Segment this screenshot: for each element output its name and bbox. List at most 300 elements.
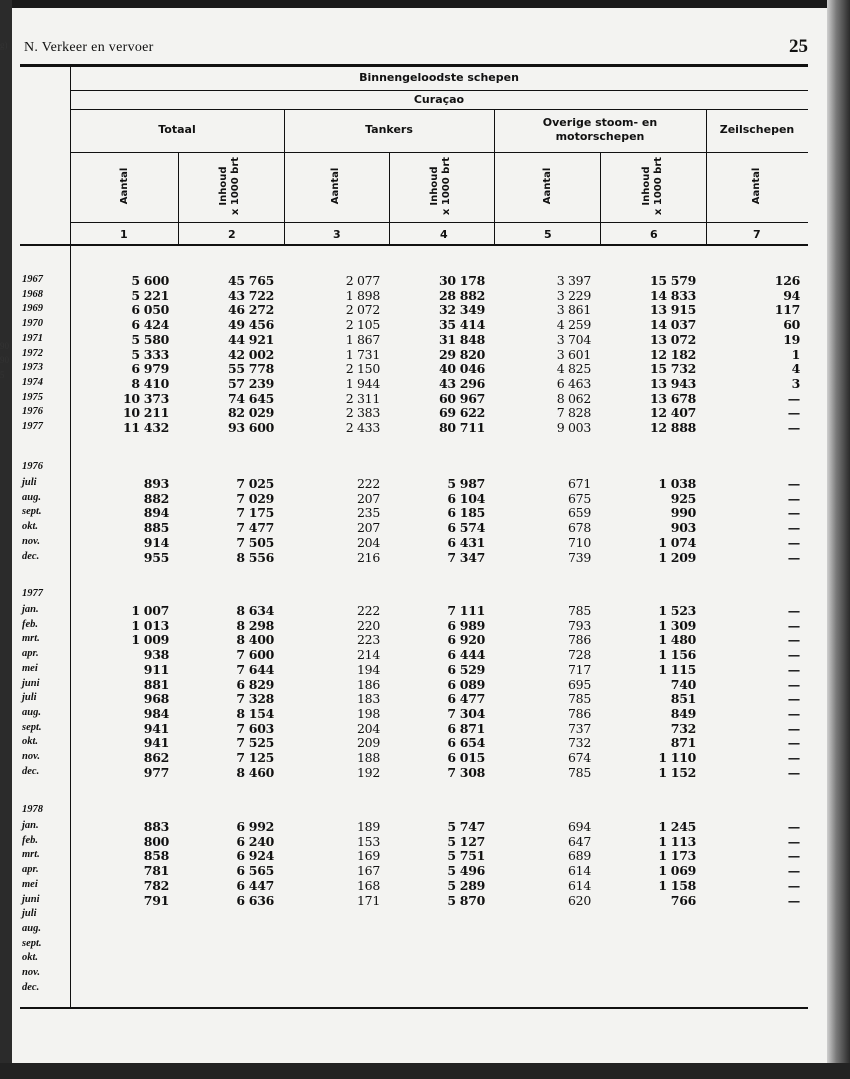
table-cell: 126 (774, 273, 800, 288)
table-cell: 167 (357, 863, 380, 879)
table-cell: 5 987 (447, 476, 485, 491)
table-cell: 4 825 (556, 361, 591, 377)
table-cell: 3 861 (556, 302, 591, 318)
table-cell: 851 (670, 691, 696, 707)
row-label: juli (22, 477, 37, 488)
table-cell: 222 (357, 476, 380, 491)
subhead-aantal: Aantal (751, 167, 762, 205)
table-cell: 8 154 (236, 705, 274, 721)
table-cell: — (787, 676, 800, 692)
table-cell: 5 496 (447, 863, 485, 879)
table-cell: 7 603 (236, 720, 274, 736)
table-cell: 6 424 (131, 317, 169, 333)
table-cell: 169 (357, 848, 380, 864)
table-cell: 6 654 (447, 735, 485, 751)
table-cell: 955 (143, 549, 169, 565)
table-cell: 893 (143, 476, 169, 491)
table-cell: 3 397 (556, 273, 591, 288)
table-cell: 6 050 (131, 302, 169, 318)
table-cell: 171 (357, 892, 380, 908)
table-cell: 13 072 (649, 331, 696, 347)
table-cell: 1 158 (658, 877, 696, 893)
table-cell: 2 311 (345, 390, 380, 406)
table-cell: 6 871 (447, 720, 485, 736)
table-cell: — (787, 505, 800, 521)
subhead-inhoud: Inhoud x 1000 brt (641, 156, 664, 216)
table-cell: 2 383 (345, 405, 380, 421)
table-cell: 43 722 (227, 287, 274, 303)
table-cell: — (787, 617, 800, 633)
table-cell: 6 477 (447, 691, 485, 707)
row-label: apr. (22, 864, 39, 876)
table-cell: 1 173 (658, 848, 696, 864)
table-cell: 793 (568, 617, 591, 633)
table-cell: — (787, 490, 800, 506)
table-cell: — (787, 705, 800, 721)
row-label: 1968 (22, 288, 43, 300)
table-cell: 5 751 (447, 848, 485, 864)
table-cell: 1 069 (658, 863, 696, 879)
group-zeilschepen: Zeilschepen (719, 123, 795, 136)
table-cell: 31 848 (438, 331, 485, 347)
table-cell: 1 156 (658, 647, 696, 663)
table-cell: 728 (568, 647, 591, 663)
table-cell: — (787, 819, 800, 834)
row-label: dec. (22, 765, 40, 777)
row-label: feb. (22, 618, 39, 630)
table-cell: 12 407 (649, 405, 696, 421)
table-cell: 168 (357, 877, 380, 893)
table-cell: 223 (357, 632, 380, 648)
table-cell: 6 636 (236, 892, 274, 908)
table-cell: 785 (568, 691, 591, 707)
table-cell: 49 456 (227, 317, 274, 333)
page-number: 25 (789, 36, 808, 57)
table-cell: 8 634 (236, 603, 274, 618)
table-cell: 40 046 (438, 361, 485, 377)
table-cell: 7 304 (447, 705, 485, 721)
table-cell: 6 015 (447, 750, 485, 765)
margin-mark: g) (0, 40, 8, 50)
table-cell: 990 (670, 505, 696, 521)
table-cell: 1 007 (131, 603, 169, 618)
table-cell: 207 (357, 520, 380, 536)
table-cell: 732 (568, 735, 591, 751)
row-label: juni (22, 677, 40, 689)
table-cell: 977 (143, 764, 169, 780)
table-cell: 737 (568, 720, 591, 736)
table-cell: — (787, 632, 800, 648)
table-cell: 207 (357, 490, 380, 506)
table-cell: 6 089 (447, 676, 485, 692)
table-cell: 42 002 (227, 346, 274, 362)
table-cell: 5 747 (447, 819, 485, 834)
table-cell: 1 074 (658, 534, 696, 550)
table-cell: 204 (357, 720, 380, 736)
table-cell: — (787, 476, 800, 491)
table-cell: 1 (791, 346, 800, 362)
table-cell: 29 820 (438, 346, 485, 362)
table-cell: 6 979 (131, 361, 169, 377)
table-cell: 1 731 (345, 346, 380, 362)
table-cell: 8 410 (131, 375, 169, 391)
subhead-aantal: Aantal (330, 167, 341, 205)
table-cell: 5 221 (131, 287, 169, 303)
table-cell: 1 152 (658, 764, 696, 780)
table-cell: 235 (357, 505, 380, 521)
row-label: apr. (22, 648, 39, 660)
row-label: nov. (22, 967, 40, 978)
rule (70, 90, 808, 91)
column-number: 6 (650, 228, 658, 241)
row-label: okt. (22, 952, 39, 964)
year-heading: 1978 (22, 804, 43, 815)
table-cell: 6 104 (447, 490, 485, 506)
table-cell: 7 111 (447, 603, 485, 618)
table-cell: 6 565 (236, 863, 274, 879)
table-cell: 32 349 (438, 302, 485, 318)
table-cell: 614 (568, 863, 591, 879)
table-cell: 671 (568, 476, 591, 491)
table-cell: 7 308 (447, 764, 485, 780)
table-cell: 209 (357, 735, 380, 751)
bottom-rule (20, 1007, 808, 1009)
table-cell: 28 882 (438, 287, 485, 303)
margin-mark: 5 (0, 370, 5, 380)
table-cell: 1 115 (658, 661, 696, 677)
table-cell: 791 (143, 892, 169, 908)
table-cell: 1 309 (658, 617, 696, 633)
table-cell: 881 (143, 676, 169, 692)
page-bottom-edge (0, 1063, 850, 1079)
column-number: 3 (333, 228, 341, 241)
table-cell: 13 915 (649, 302, 696, 318)
table-cell: 194 (357, 661, 380, 677)
table-title: Binnengeloodste schepen (359, 71, 519, 84)
table-cell: 82 029 (227, 405, 274, 421)
table-cell: 188 (357, 750, 380, 765)
table-cell: 60 967 (438, 390, 485, 406)
table-cell: 740 (670, 676, 696, 692)
table-cell: 7 328 (236, 691, 274, 707)
table-cell: 849 (670, 705, 696, 721)
table-cell: 739 (568, 549, 591, 565)
row-label: 1974 (22, 376, 43, 388)
row-label: feb. (22, 834, 39, 846)
table-cell: 938 (143, 647, 169, 663)
table-cell: — (787, 661, 800, 677)
rule (494, 109, 495, 244)
table-cell: — (787, 603, 800, 618)
rule (70, 109, 808, 110)
table-cell: 1 480 (658, 632, 696, 648)
table-cell: 7 029 (236, 490, 274, 506)
table-cell: 5 580 (131, 331, 169, 347)
subhead-aantal: Aantal (119, 167, 130, 205)
table-cell: 74 645 (227, 390, 274, 406)
table-cell: 10 373 (122, 390, 169, 406)
table-cell: 7 600 (236, 647, 274, 663)
table-cell: 785 (568, 603, 591, 618)
table-cell: — (787, 892, 800, 908)
table-cell: — (787, 390, 800, 406)
table-cell: — (787, 848, 800, 864)
row-label: 1976 (22, 406, 43, 418)
row-label: okt. (22, 736, 39, 748)
table-cell: — (787, 764, 800, 780)
row-label: juli (22, 692, 37, 704)
table-cell: 6 992 (236, 819, 274, 834)
row-label: jan. (22, 820, 39, 831)
table-cell: 216 (357, 549, 380, 565)
row-label: aug. (22, 706, 41, 718)
table-cell: 7 525 (236, 735, 274, 751)
table-cell: 5 600 (131, 273, 169, 288)
table-cell: 153 (357, 833, 380, 849)
table-cell: 69 622 (438, 405, 485, 421)
table-cell: 15 732 (649, 361, 696, 377)
table-cell: 1 110 (658, 750, 696, 765)
table-cell: 6 185 (447, 505, 485, 521)
table-cell: 14 037 (649, 317, 696, 333)
table-cell: 6 924 (236, 848, 274, 864)
table-cell: 93 600 (227, 420, 274, 435)
table-cell: 2 150 (345, 361, 380, 377)
table-cell: 5 333 (131, 346, 169, 362)
column-number: 2 (228, 228, 236, 241)
row-label: mrt. (22, 633, 40, 645)
table-cell: 186 (357, 676, 380, 692)
table-cell: 6 829 (236, 676, 274, 692)
table-cell: 6 574 (447, 520, 485, 536)
table-cell: 60 (783, 317, 800, 333)
table-cell: 7 025 (236, 476, 274, 491)
table-cell: 766 (670, 892, 696, 908)
section-title: N. Verkeer en vervoer (24, 40, 154, 55)
row-label: nov. (22, 535, 40, 547)
table-cell: 1 523 (658, 603, 696, 618)
row-label: sept. (22, 721, 42, 733)
table-cell: 12 888 (649, 420, 696, 435)
column-number: 5 (544, 228, 552, 241)
table-cell: 2 433 (345, 420, 380, 435)
table-cell: — (787, 833, 800, 849)
table-cell: 94 (783, 287, 800, 303)
rule (70, 222, 808, 223)
column-number: 4 (440, 228, 448, 241)
table-cell: 647 (568, 833, 591, 849)
table-cell: — (787, 750, 800, 765)
table-cell: — (787, 720, 800, 736)
table-cell: 1 013 (131, 617, 169, 633)
row-label: sept. (22, 937, 42, 949)
table-cell: 968 (143, 691, 169, 707)
table-cell: 885 (143, 520, 169, 536)
table-cell: 7 828 (556, 405, 591, 421)
table-cell: 3 229 (556, 287, 591, 303)
table-cell: — (787, 405, 800, 421)
table-cell: — (787, 691, 800, 707)
table-cell: — (787, 735, 800, 751)
row-label: mrt. (22, 849, 40, 861)
table-cell: 198 (357, 705, 380, 721)
subhead-aantal: Aantal (542, 167, 553, 205)
subhead-inhoud: Inhoud x 1000 brt (429, 156, 452, 216)
row-label: 1969 (22, 303, 43, 315)
table-cell: 894 (143, 505, 169, 521)
table-cell: 862 (143, 750, 169, 765)
row-label: sept. (22, 506, 42, 518)
table-cell: 6 447 (236, 877, 274, 893)
row-label: nov. (22, 751, 40, 762)
table-cell: 44 921 (227, 331, 274, 347)
subhead-inhoud: Inhoud x 1000 brt (218, 156, 241, 216)
table-cell: 7 347 (447, 549, 485, 565)
group-overige: Overige stoom- en motorschepen (542, 116, 658, 143)
row-label: mei (22, 878, 38, 890)
table-cell: 43 296 (438, 375, 485, 391)
table-cell: 675 (568, 490, 591, 506)
table-cell: 883 (143, 819, 169, 834)
table-cell: 8 062 (556, 390, 591, 406)
table-cell: 11 432 (122, 420, 169, 435)
table-cell: 1 898 (345, 287, 380, 303)
table-cell: 6 920 (447, 632, 485, 648)
table-cell: 12 182 (649, 346, 696, 362)
table-cell: 781 (143, 863, 169, 879)
row-label: dec. (22, 550, 40, 562)
table-cell: — (787, 534, 800, 550)
table-cell: 220 (357, 617, 380, 633)
table-cell: 800 (143, 833, 169, 849)
table-cell: 903 (670, 520, 696, 536)
table-cell: 8 298 (236, 617, 274, 633)
table-cell: 871 (670, 735, 696, 751)
table-cell: 1 113 (658, 833, 696, 849)
table-cell: 8 460 (236, 764, 274, 780)
table-cell: 1 038 (658, 476, 696, 491)
group-totaal: Totaal (158, 123, 196, 136)
table-cell: 614 (568, 877, 591, 893)
table-cell: 717 (568, 661, 591, 677)
table-cell: 659 (568, 505, 591, 521)
table-cell: 183 (357, 691, 380, 707)
table-cell: 6 240 (236, 833, 274, 849)
table-cell: 1 867 (345, 331, 380, 347)
table-cell: 3 601 (556, 346, 591, 362)
rule (600, 152, 601, 244)
table-cell: 710 (568, 534, 591, 550)
row-label: aug. (22, 491, 41, 503)
table-cell: 984 (143, 705, 169, 721)
table-cell: — (787, 647, 800, 663)
page-edge (827, 0, 850, 1079)
table-cell: 46 272 (227, 302, 274, 318)
table-cell: 189 (357, 819, 380, 834)
row-label: 1970 (22, 318, 43, 330)
table-cell: 10 211 (122, 405, 169, 421)
table-cell: 3 704 (556, 331, 591, 347)
table-cell: — (787, 520, 800, 536)
table-cell: 9 003 (556, 420, 591, 435)
table-cell: 14 833 (649, 287, 696, 303)
table-cell: 2 072 (345, 302, 380, 318)
table-cell: 19 (783, 331, 800, 347)
table-cell: 2 077 (345, 273, 380, 288)
table-cell: 204 (357, 534, 380, 550)
row-label: dec. (22, 981, 40, 993)
table-cell: 914 (143, 534, 169, 550)
margin-mark: 90 (0, 341, 9, 351)
row-label: jan. (22, 604, 39, 615)
table-cell: 222 (357, 603, 380, 618)
column-number: 1 (120, 228, 128, 241)
year-heading: 1977 (22, 588, 43, 599)
table-cell: 674 (568, 750, 591, 765)
table-cell: 2 105 (345, 317, 380, 333)
table-cell: 689 (568, 848, 591, 864)
row-label: juni (22, 893, 40, 905)
table-cell: 5 870 (447, 892, 485, 908)
table-cell: 117 (774, 302, 800, 318)
table-cell: 5 127 (447, 833, 485, 849)
rule (178, 152, 179, 244)
column-number: 7 (753, 228, 761, 241)
table-cell: 35 414 (438, 317, 485, 333)
table-cell: 6 463 (556, 375, 591, 391)
table-cell: 4 259 (556, 317, 591, 333)
table-cell: 678 (568, 520, 591, 536)
table-cell: 620 (568, 892, 591, 908)
table-cell: 694 (568, 819, 591, 834)
row-label: 1975 (22, 391, 43, 403)
table-cell: 732 (670, 720, 696, 736)
row-label: 1977 (22, 421, 43, 432)
table-cell: 786 (568, 705, 591, 721)
table-cell: 941 (143, 720, 169, 736)
row-label: 1972 (22, 347, 43, 359)
table-cell: 782 (143, 877, 169, 893)
table-cell: 8 556 (236, 549, 274, 565)
table-cell: 7 644 (236, 661, 274, 677)
table-cell: 7 175 (236, 505, 274, 521)
table-cell: — (787, 877, 800, 893)
table-cell: 1 245 (658, 819, 696, 834)
table-cell: 214 (357, 647, 380, 663)
table-cell: 1 944 (345, 375, 380, 391)
table-cell: 785 (568, 764, 591, 780)
rule (389, 152, 390, 244)
table-cell: 45 765 (227, 273, 274, 288)
table-cell: 30 178 (438, 273, 485, 288)
table-cell: 6 444 (447, 647, 485, 663)
margin-mark: 90 (0, 355, 9, 365)
table-cell: 7 125 (236, 750, 274, 765)
table-cell: 6 529 (447, 661, 485, 677)
table-cell: — (787, 863, 800, 879)
table-cell: 695 (568, 676, 591, 692)
table-cell: 3 (791, 375, 800, 391)
year-heading: 1976 (22, 461, 43, 472)
stub-rule (70, 66, 71, 1008)
table-cell: 13 678 (649, 390, 696, 406)
table-cell: 858 (143, 848, 169, 864)
table-cell: 786 (568, 632, 591, 648)
table-cell: 13 943 (649, 375, 696, 391)
group-tankers: Tankers (365, 123, 413, 136)
table-cell: 192 (357, 764, 380, 780)
table-cell: 8 400 (236, 632, 274, 648)
